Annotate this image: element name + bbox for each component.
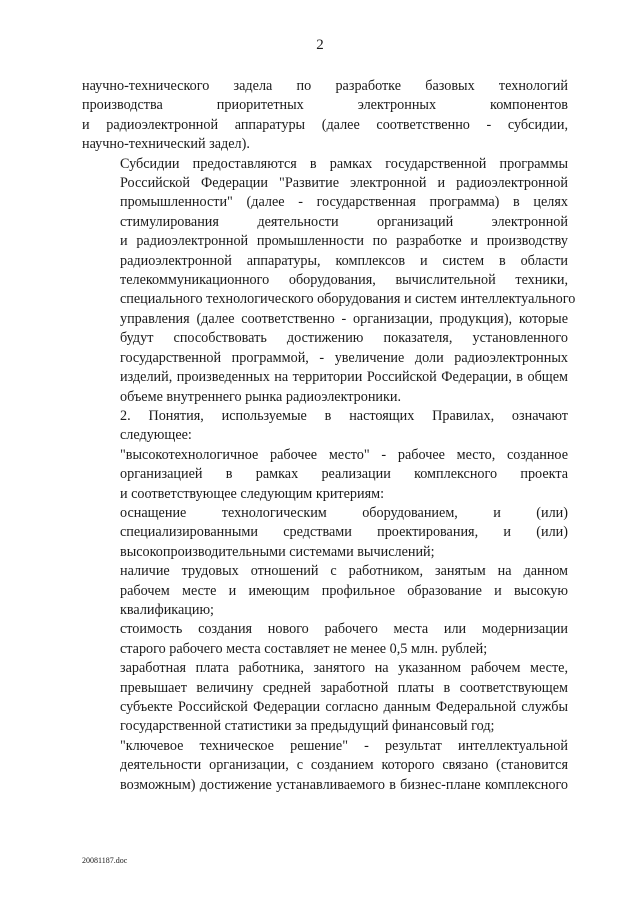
text-line: объеме внутреннего рынка радиоэлектроники. — [120, 388, 402, 405]
text-line: специализированными средствами проектирования, и (или) — [120, 524, 568, 541]
paragraph — [82, 446, 568, 504]
text-line: будут способствовать достижению показателя, установленного — [120, 330, 568, 347]
text-line: возможным) достижение устанавливаемого в бизнес-плане комплексного — [120, 776, 568, 793]
text-line: радиоэлектронной аппаратуры, комплексов и систем в области — [120, 252, 568, 269]
paragraph — [82, 504, 568, 562]
text-line: государственной программой, - увеличение доли радиоэлектронных — [120, 349, 568, 366]
text-line: "высокотехнологичное рабочее место" - рабочее место, созданное — [120, 446, 568, 463]
text-line: и соответствующее следующим критериям: — [120, 485, 385, 502]
text-line: квалификацию; — [120, 601, 214, 618]
page-number: 2 — [316, 37, 324, 53]
text-line: заработная плата работника, занятого на указанном рабочем месте, — [120, 660, 568, 677]
text-line: стоимость создания нового рабочего места или модернизации — [120, 621, 568, 638]
text-line: промышленности" (далее - государственная программа) в целях — [120, 194, 568, 211]
text-line: 2. Понятия, используемые в настоящих Правилах, означают — [120, 407, 568, 424]
footer-doc-code: 20081187.doc — [82, 856, 128, 865]
text-line: рабочем месте и имеющим профильное образование и высокую — [120, 582, 568, 599]
paragraph — [82, 620, 568, 659]
paragraph — [82, 737, 568, 795]
paragraph — [82, 77, 568, 155]
text-line: научно-технического задела по разработке базовых технологий — [82, 78, 568, 94]
text-line: субъекте Российской Федерации согласно данным Федеральной службы — [120, 699, 568, 715]
text-line: Российской Федерации "Развитие электронной и радиоэлектронной — [120, 175, 568, 192]
text-line: следующее: — [120, 427, 192, 444]
text-line: "ключевое техническое решение" - результат интеллектуальной — [120, 737, 568, 754]
text-line: оснащение технологическим оборудованием, и (или) — [120, 504, 568, 521]
text-line: организацией в рамках реализации комплексного проекта — [120, 466, 568, 483]
text-line: управления (далее соответственно - организации, продукция), которые — [120, 310, 568, 327]
text-line: изделий, произведенных на территории Российской Федерации, в общем — [120, 369, 568, 386]
paragraph — [82, 407, 568, 446]
text-line: превышает величину средней заработной платы в соответствующем — [120, 679, 568, 696]
text-line: деятельности организации, с созданием которого связано (становится — [120, 757, 568, 774]
text-line: Субсидии предоставляются в рамках государственной программы — [120, 155, 568, 172]
document-body — [82, 77, 576, 795]
text-line: высокопроизводительными системами вычислений; — [120, 543, 435, 560]
text-line: стимулирования деятельности организаций электронной — [120, 213, 568, 230]
text-line: и радиоэлектронной аппаратуры (далее соответственно - субсидии, — [82, 116, 568, 133]
paragraph — [82, 659, 568, 737]
text-line: научно-технический задел). — [82, 136, 250, 153]
paragraph — [82, 562, 568, 620]
text-line: производства приоритетных электронных компонентов — [82, 97, 568, 114]
text-line: государственной статистики за предыдущий финансовый год; — [120, 718, 495, 735]
text-line: телекоммуникационного оборудования, вычислительной техники, — [120, 272, 568, 289]
text-line: наличие трудовых отношений с работником, занятым на данном — [120, 563, 568, 580]
paragraph — [82, 155, 576, 407]
text-line: специального технологического оборудования и систем интеллектуального — [120, 291, 576, 308]
text-line: и радиоэлектронной промышленности по разработке и производству — [120, 233, 568, 250]
text-line: старого рабочего места составляет не менее 0,5 млн. рублей; — [120, 640, 488, 657]
